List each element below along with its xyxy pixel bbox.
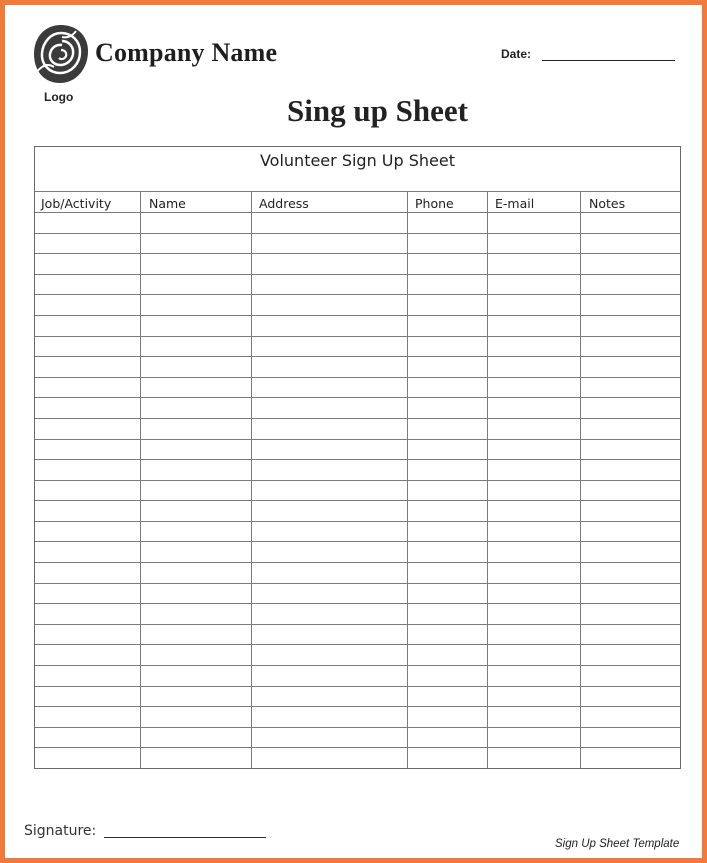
- table-cell-address[interactable]: [251, 747, 407, 768]
- table-cell-job-activity[interactable]: [35, 583, 140, 604]
- table-cell-name[interactable]: [140, 644, 251, 665]
- table-cell-job-activity[interactable]: [35, 541, 140, 562]
- table-cell-address[interactable]: [251, 377, 407, 398]
- table-cell-notes[interactable]: [580, 439, 680, 460]
- table-cell-job-activity[interactable]: [35, 480, 140, 501]
- table-cell-job-activity[interactable]: [35, 562, 140, 583]
- table-cell-phone[interactable]: [407, 665, 487, 686]
- table-cell-name[interactable]: [140, 212, 251, 233]
- table-cell-name[interactable]: [140, 583, 251, 604]
- table-cell-job-activity[interactable]: [35, 253, 140, 274]
- table-cell-email[interactable]: [487, 624, 580, 645]
- table-cell-phone[interactable]: [407, 521, 487, 542]
- table-cell-address[interactable]: [251, 562, 407, 583]
- table-cell-job-activity[interactable]: [35, 644, 140, 665]
- table-cell-address[interactable]: [251, 706, 407, 727]
- table-cell-job-activity[interactable]: [35, 665, 140, 686]
- table-cell-job-activity[interactable]: [35, 336, 140, 357]
- table-cell-job-activity[interactable]: [35, 706, 140, 727]
- table-cell-phone[interactable]: [407, 480, 487, 501]
- column-header-name: Name: [149, 196, 186, 211]
- table-cell-phone[interactable]: [407, 686, 487, 707]
- table-cell-name[interactable]: [140, 459, 251, 480]
- table-cell-email[interactable]: [487, 665, 580, 686]
- table-cell-address[interactable]: [251, 397, 407, 418]
- signup-table: [34, 146, 681, 769]
- column-header-job-activity: Job/Activity: [41, 196, 112, 211]
- table-cell-name[interactable]: [140, 233, 251, 254]
- table-cell-name[interactable]: [140, 480, 251, 501]
- table-cell-notes[interactable]: [580, 336, 680, 357]
- table-cell-address[interactable]: [251, 500, 407, 521]
- table-cell-name[interactable]: [140, 624, 251, 645]
- table-cell-notes[interactable]: [580, 665, 680, 686]
- table-cell-phone[interactable]: [407, 356, 487, 377]
- table-cell-name[interactable]: [140, 439, 251, 460]
- logo-label: Logo: [44, 90, 74, 104]
- table-grid: [35, 191, 680, 768]
- table-cell-email[interactable]: [487, 706, 580, 727]
- table-cell-job-activity[interactable]: [35, 274, 140, 295]
- table-cell-phone[interactable]: [407, 336, 487, 357]
- table-cell-email[interactable]: [487, 377, 580, 398]
- table-cell-name[interactable]: [140, 603, 251, 624]
- table-cell-name[interactable]: [140, 336, 251, 357]
- table-cell-email[interactable]: [487, 233, 580, 254]
- table-cell-name[interactable]: [140, 706, 251, 727]
- table-cell-job-activity[interactable]: [35, 294, 140, 315]
- table-cell-notes[interactable]: [580, 212, 680, 233]
- table-cell-address[interactable]: [251, 294, 407, 315]
- table-cell-notes[interactable]: [580, 315, 680, 336]
- table-cell-phone[interactable]: [407, 583, 487, 604]
- table-cell-phone[interactable]: [407, 233, 487, 254]
- table-cell-name[interactable]: [140, 521, 251, 542]
- table-cell-name[interactable]: [140, 418, 251, 439]
- table-cell-notes[interactable]: [580, 644, 680, 665]
- table-cell-phone[interactable]: [407, 727, 487, 748]
- table-cell-phone[interactable]: [407, 274, 487, 295]
- table-cell-job-activity[interactable]: [35, 315, 140, 336]
- table-cell-email[interactable]: [487, 562, 580, 583]
- table-cell-address[interactable]: [251, 665, 407, 686]
- table-cell-address[interactable]: [251, 644, 407, 665]
- table-cell-email[interactable]: [487, 583, 580, 604]
- table-cell-email[interactable]: [487, 747, 580, 768]
- table-cell-notes[interactable]: [580, 562, 680, 583]
- table-cell-notes[interactable]: [580, 274, 680, 295]
- table-cell-phone[interactable]: [407, 500, 487, 521]
- table-cell-notes[interactable]: [580, 500, 680, 521]
- table-cell-address[interactable]: [251, 212, 407, 233]
- table-cell-job-activity[interactable]: [35, 397, 140, 418]
- table-cell-phone[interactable]: [407, 377, 487, 398]
- table-cell-phone[interactable]: [407, 562, 487, 583]
- table-cell-address[interactable]: [251, 686, 407, 707]
- table-cell-phone[interactable]: [407, 747, 487, 768]
- table-cell-phone[interactable]: [407, 644, 487, 665]
- table-cell-phone[interactable]: [407, 439, 487, 460]
- table-cell-address[interactable]: [251, 356, 407, 377]
- column-header-notes: Notes: [589, 196, 626, 211]
- table-cell-email[interactable]: [487, 418, 580, 439]
- table-cell-address[interactable]: [251, 253, 407, 274]
- table-cell-notes[interactable]: [580, 706, 680, 727]
- table-cell-notes[interactable]: [580, 727, 680, 748]
- table-cell-notes[interactable]: [580, 253, 680, 274]
- table-cell-email[interactable]: [487, 336, 580, 357]
- table-cell-job-activity[interactable]: [35, 727, 140, 748]
- table-cell-job-activity[interactable]: [35, 356, 140, 377]
- table-cell-address[interactable]: [251, 439, 407, 460]
- table-cell-address[interactable]: [251, 624, 407, 645]
- table-cell-address[interactable]: [251, 521, 407, 542]
- table-cell-name[interactable]: [140, 665, 251, 686]
- table-cell-notes[interactable]: [580, 747, 680, 768]
- table-cell-email[interactable]: [487, 727, 580, 748]
- table-cell-phone[interactable]: [407, 541, 487, 562]
- table-cell-job-activity[interactable]: [35, 377, 140, 398]
- table-cell-email[interactable]: [487, 686, 580, 707]
- company-name: Company Name: [95, 38, 278, 67]
- table-cell-address[interactable]: [251, 315, 407, 336]
- table-cell-address[interactable]: [251, 603, 407, 624]
- table-cell-job-activity[interactable]: [35, 747, 140, 768]
- table-cell-notes[interactable]: [580, 459, 680, 480]
- table-cell-address[interactable]: [251, 480, 407, 501]
- table-cell-address[interactable]: [251, 727, 407, 748]
- table-cell-address[interactable]: [251, 541, 407, 562]
- table-cell-email[interactable]: [487, 294, 580, 315]
- table-cell-phone[interactable]: [407, 294, 487, 315]
- table-top-rule: [35, 191, 680, 192]
- table-cell-job-activity[interactable]: [35, 500, 140, 521]
- table-cell-notes[interactable]: [580, 603, 680, 624]
- table-cell-name[interactable]: [140, 397, 251, 418]
- table-cell-notes[interactable]: [580, 294, 680, 315]
- table-cell-name[interactable]: [140, 686, 251, 707]
- table-cell-phone[interactable]: [407, 212, 487, 233]
- rose-logo-icon: [32, 23, 90, 85]
- table-cell-name[interactable]: [140, 541, 251, 562]
- table-cell-notes[interactable]: [580, 686, 680, 707]
- table-cell-email[interactable]: [487, 253, 580, 274]
- table-cell-notes[interactable]: [580, 480, 680, 501]
- table-cell-name[interactable]: [140, 500, 251, 521]
- table-cell-phone[interactable]: [407, 397, 487, 418]
- table-cell-name[interactable]: [140, 727, 251, 748]
- table-cell-address[interactable]: [251, 336, 407, 357]
- column-header-address: Address: [259, 196, 309, 211]
- table-cell-notes[interactable]: [580, 624, 680, 645]
- table-cell-phone[interactable]: [407, 603, 487, 624]
- table-cell-notes[interactable]: [580, 377, 680, 398]
- table-cell-phone[interactable]: [407, 418, 487, 439]
- table-cell-name[interactable]: [140, 562, 251, 583]
- table-cell-name[interactable]: [140, 294, 251, 315]
- template-caption: Sign Up Sheet Template: [555, 838, 680, 850]
- signature-field[interactable]: [104, 837, 266, 838]
- column-header-email: E-mail: [495, 196, 535, 211]
- table-cell-phone[interactable]: [407, 315, 487, 336]
- table-cell-name[interactable]: [140, 253, 251, 274]
- table-cell-job-activity[interactable]: [35, 521, 140, 542]
- table-cell-notes[interactable]: [580, 541, 680, 562]
- table-cell-phone[interactable]: [407, 624, 487, 645]
- table-cell-address[interactable]: [251, 233, 407, 254]
- table-cell-email[interactable]: [487, 315, 580, 336]
- table-cell-notes[interactable]: [580, 397, 680, 418]
- table-cell-address[interactable]: [251, 459, 407, 480]
- table-cell-notes[interactable]: [580, 418, 680, 439]
- table-cell-email[interactable]: [487, 274, 580, 295]
- table-cell-email[interactable]: [487, 480, 580, 501]
- table-cell-name[interactable]: [140, 315, 251, 336]
- table-cell-name[interactable]: [140, 274, 251, 295]
- table-cell-name[interactable]: [140, 747, 251, 768]
- table-cell-email[interactable]: [487, 212, 580, 233]
- table-cell-email[interactable]: [487, 541, 580, 562]
- signature-label: Signature:: [24, 823, 97, 839]
- table-cell-email[interactable]: [487, 603, 580, 624]
- table-cell-notes[interactable]: [580, 356, 680, 377]
- table-cell-notes[interactable]: [580, 583, 680, 604]
- table-cell-job-activity[interactable]: [35, 603, 140, 624]
- table-cell-email[interactable]: [487, 459, 580, 480]
- table-cell-job-activity[interactable]: [35, 686, 140, 707]
- table-title: Volunteer Sign Up Sheet: [259, 151, 456, 170]
- date-label: Date:: [501, 47, 532, 61]
- table-cell-job-activity[interactable]: [35, 439, 140, 460]
- table-cell-job-activity[interactable]: [35, 212, 140, 233]
- table-cell-address[interactable]: [251, 583, 407, 604]
- table-cell-job-activity[interactable]: [35, 624, 140, 645]
- table-cell-phone[interactable]: [407, 253, 487, 274]
- column-header-phone: Phone: [415, 196, 454, 211]
- table-cell-email[interactable]: [487, 644, 580, 665]
- table-cell-email[interactable]: [487, 397, 580, 418]
- table-cell-notes[interactable]: [580, 233, 680, 254]
- table-cell-name[interactable]: [140, 356, 251, 377]
- table-cell-email[interactable]: [487, 500, 580, 521]
- table-cell-email[interactable]: [487, 439, 580, 460]
- table-cell-address[interactable]: [251, 274, 407, 295]
- page-title: Sing up Sheet: [287, 93, 468, 128]
- table-cell-job-activity[interactable]: [35, 418, 140, 439]
- table-cell-email[interactable]: [487, 356, 580, 377]
- table-cell-email[interactable]: [487, 521, 580, 542]
- table-cell-name[interactable]: [140, 377, 251, 398]
- table-cell-job-activity[interactable]: [35, 233, 140, 254]
- table-cell-phone[interactable]: [407, 459, 487, 480]
- table-cell-phone[interactable]: [407, 706, 487, 727]
- table-cell-notes[interactable]: [580, 521, 680, 542]
- table-cell-address[interactable]: [251, 418, 407, 439]
- table-cell-job-activity[interactable]: [35, 459, 140, 480]
- date-field[interactable]: [542, 60, 675, 61]
